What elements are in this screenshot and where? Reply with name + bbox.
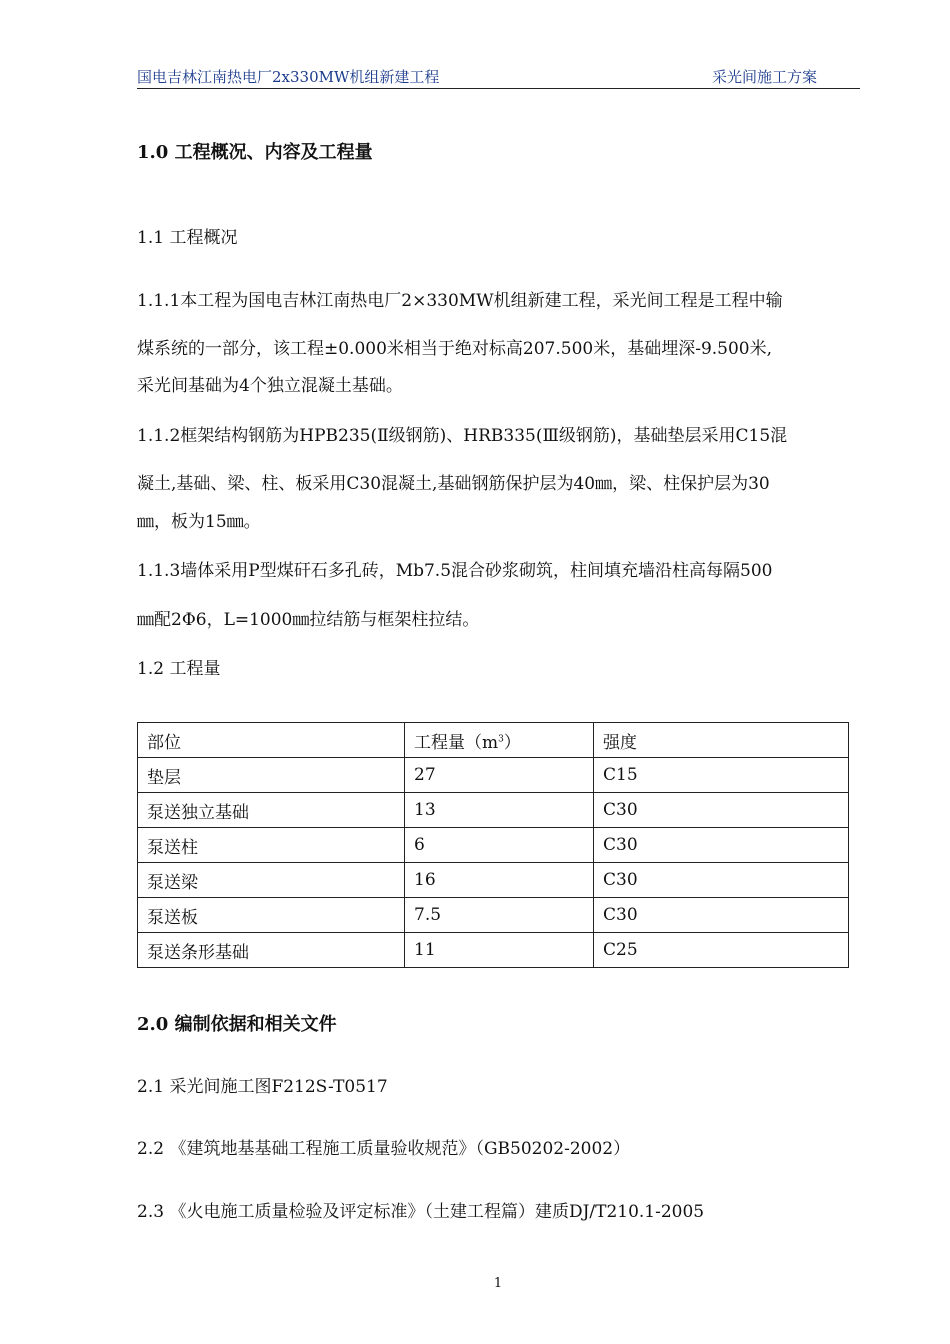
table-header-row	[138, 723, 849, 758]
paragraph-1-1-3-line-1: 1.1.3墙体采用P型煤矸石多孔砖，Mb7.5混合砂浆砌筑，柱间填充墙沿柱高每隔500	[137, 561, 773, 581]
paragraph-1-1-2-line-2: 凝土,基础、梁、柱、板采用C30混凝土,基础钢筋保护层为40㎜，梁、柱保护层为30	[137, 474, 770, 494]
table-header-cell: 强度	[594, 723, 849, 758]
paragraph-1-1-1-line-3: 采光间基础为4个独立混凝土基础。	[137, 376, 403, 396]
header-quantity-superscript: 3	[498, 733, 504, 744]
table-cell: 泵送独立基础	[138, 793, 405, 828]
section-heading-1-1: 1.1 工程概况	[137, 228, 238, 248]
quantity-table	[137, 722, 849, 968]
section-heading-2: 2.0 编制依据和相关文件	[137, 1014, 337, 1035]
table-cell: 泵送梁	[138, 863, 405, 898]
reference-2-1: 2.1 采光间施工图F212S-T0517	[137, 1077, 388, 1097]
table-row	[138, 828, 849, 863]
table-cell: C30	[594, 898, 849, 933]
reference-2-2: 2.2 《建筑地基基础工程施工质量验收规范》（GB50202-2002）	[137, 1139, 631, 1159]
header-quantity-text: 工程量（m	[414, 732, 499, 753]
table-cell: C15	[594, 758, 849, 793]
table-row	[138, 898, 849, 933]
table-row	[138, 933, 849, 968]
table-cell: C25	[594, 933, 849, 968]
reference-2-3: 2.3 《火电施工质量检验及评定标准》（土建工程篇）建质DJ/T210.1-2005	[137, 1202, 705, 1222]
table-cell: 11	[405, 933, 594, 968]
table-header-cell: 部位	[138, 723, 405, 758]
table-cell: 27	[405, 758, 594, 793]
table-row	[138, 863, 849, 898]
page-header-title: 采光间施工方案	[712, 68, 818, 86]
table-cell: C30	[594, 828, 849, 863]
table-cell: 6	[405, 828, 594, 863]
table-cell: 13	[405, 793, 594, 828]
table-cell: 垫层	[138, 758, 405, 793]
table-row	[138, 758, 849, 793]
table-cell: C30	[594, 863, 849, 898]
table-header-cell	[405, 723, 594, 758]
table-cell: 泵送柱	[138, 828, 405, 863]
header-rule	[137, 88, 860, 89]
paragraph-1-1-2-line-1: 1.1.2框架结构钢筋为HPB235(Ⅱ级钢筋)、HRB335(Ⅲ级钢筋)，基础垫层采用C15混	[137, 426, 788, 446]
table-cell: 泵送板	[138, 898, 405, 933]
page-header-project: 国电吉林江南热电厂2x330MW机组新建工程	[137, 68, 440, 86]
header-quantity-close: ）	[503, 732, 521, 753]
section-heading-1-2: 1.2 工程量	[137, 659, 221, 679]
paragraph-1-1-2-line-3: ㎜，板为15㎜。	[137, 512, 261, 532]
paragraph-1-1-3-line-2: ㎜配2Φ6，L=1000㎜拉结筋与框架柱拉结。	[137, 610, 480, 630]
table-cell: 7.5	[405, 898, 594, 933]
table-cell: C30	[594, 793, 849, 828]
section-heading-1: 1.0 工程概况、内容及工程量	[137, 142, 373, 163]
table-cell: 16	[405, 863, 594, 898]
paragraph-1-1-1-line-2: 煤系统的一部分，该工程±0.000米相当于绝对标高207.500米，基础埋深-9.500米,	[137, 339, 773, 359]
page-number: 1	[493, 1276, 503, 1291]
paragraph-1-1-1-line-1: 1.1.1本工程为国电吉林江南热电厂2×330MW机组新建工程，采光间工程是工程中输	[137, 291, 783, 311]
table-cell: 泵送条形基础	[138, 933, 405, 968]
table-row	[138, 793, 849, 828]
